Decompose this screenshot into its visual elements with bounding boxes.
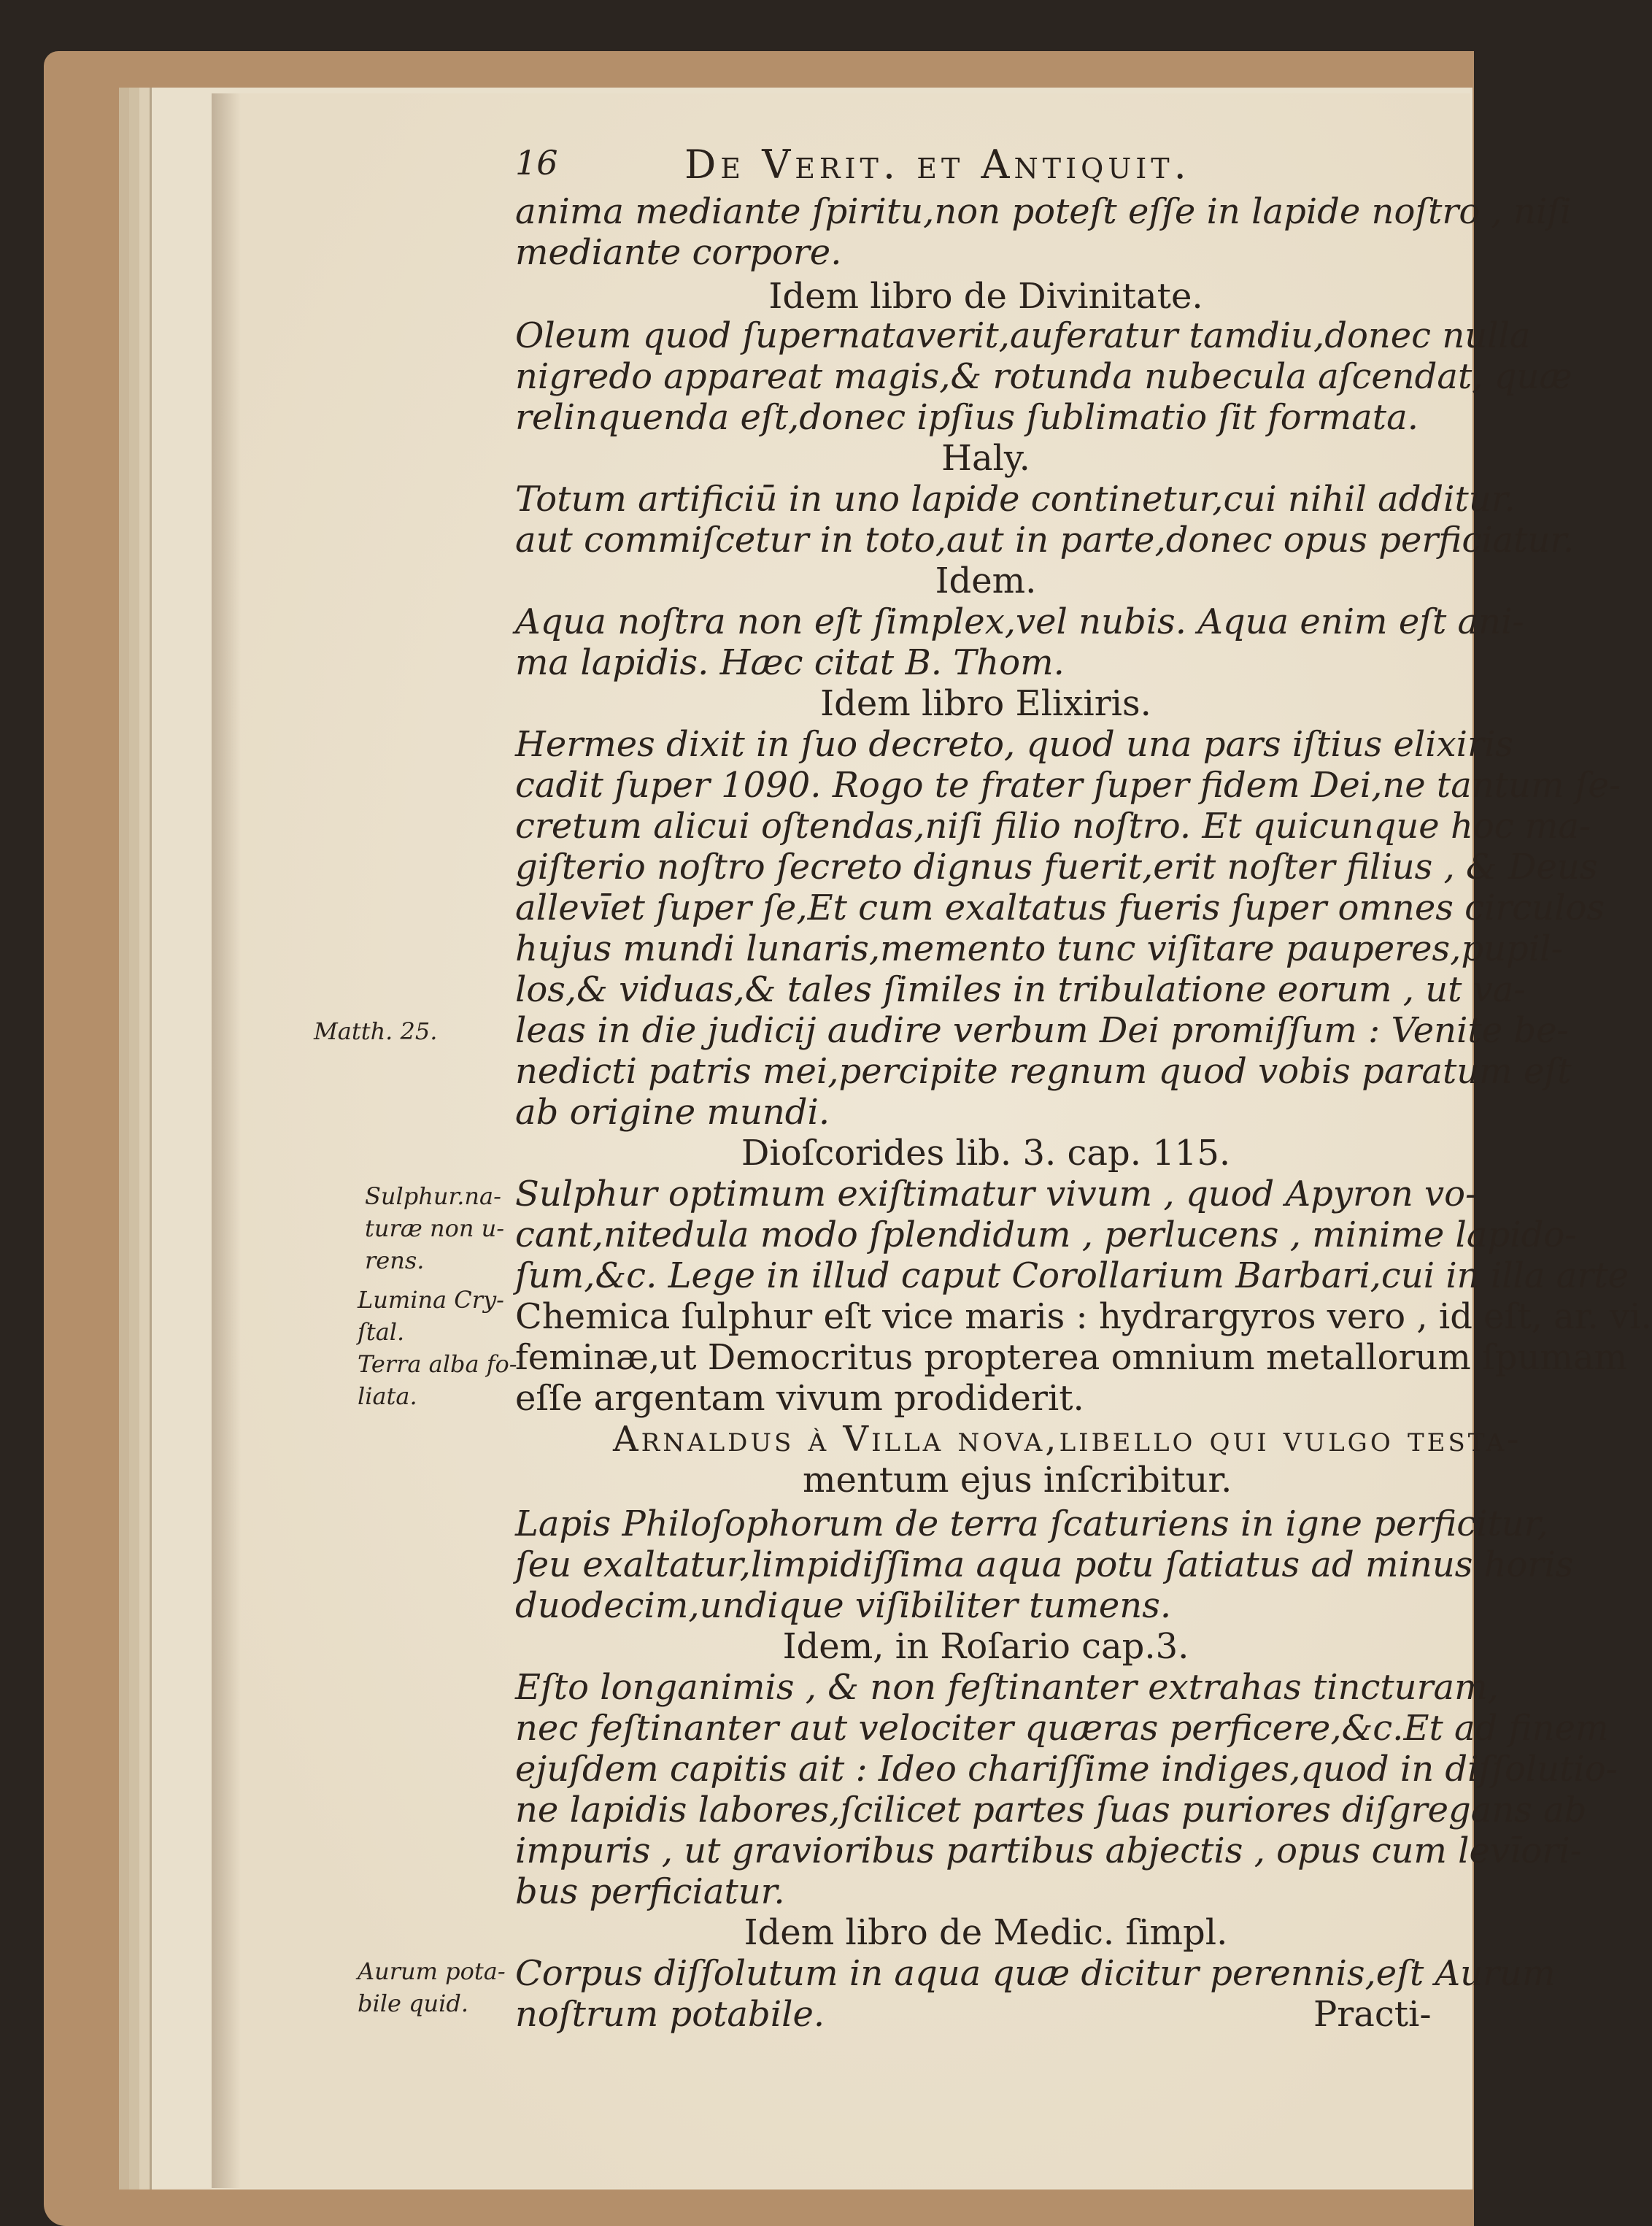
running-header [515,142,1191,188]
text-line: Lapis Philoſophorum de terra ſcaturiens in igne perficitur, [515,1503,1548,1544]
margin-note: bile quid. [358,1990,469,2017]
text-line: impuris , ut gravioribus partibus abjectis , opus cum levīori- [515,1830,1582,1871]
text-line: ejuſdem capitis ait : Ideo chariſſime indiges,quod in diſſolutio- [515,1749,1618,1790]
margin-note: rens. [365,1247,425,1274]
section-heading: Haly. [941,438,1030,479]
text-line: nec feſtinanter aut velociter quæras perficere,&c.Et ad finem [515,1708,1609,1749]
text-line: allevīet ſuper ſe,Et cum exaltatus fueris ſuper omnes circulos [515,887,1605,928]
margin-note: liata. [358,1382,417,1410]
text-line: hujus mundi lunaris,memento tunc viſitare pauperes,pupil- [515,928,1563,969]
text-line: Corpus diſſolutum in aqua quæ dicitur perennis,eſt Aurum [515,1953,1556,1994]
text-line: noſtrum potabile. [515,1994,825,2035]
margin-note: turæ non u- [365,1214,505,1242]
text-line: los,& viduas,& tales ſimiles in tribulatione eorum , ut va- [515,969,1526,1010]
margin-note: Lumina Cry- [358,1286,504,1314]
section-heading: Idem libro de Divinitate. [768,276,1203,317]
margin-note: Matth. 25. [314,1017,438,1045]
text-line: duodecim,undique viſibiliter tumens. [515,1585,1172,1626]
margin-note: Sulphur.na- [365,1182,501,1210]
text-line: Totum artificiū in uno lapide continetur,cui nihil additur. [515,479,1516,520]
margin-note: ſtal. [358,1318,405,1346]
text-line: feminæ,ut Democritus propterea omnium metallorum ſpumam [515,1337,1628,1378]
text-line: Eſto longanimis , & non feſtinanter extrahas tincturam, [515,1667,1499,1708]
text-line: cadit ſuper 1090. Rogo te frater ſuper fidem Dei,ne tantum ſe- [515,765,1621,806]
margin-note: Terra alba fo- [358,1350,517,1378]
text-line: Sulphur optimum exiſtimatur vivum , quod Apyron vo- [515,1174,1478,1214]
running-title: De Verit. et Antiquit. [684,142,1191,188]
catchword: Practi- [1313,1994,1432,2035]
text-line: relinquenda eſt,donec ipſius ſublimatio ſit formata. [515,397,1419,438]
text-line: cant,nitedula modo ſplendidum , perlucens , minime lapido- [515,1214,1577,1255]
text-line: Hermes dixit in ſuo decreto, quod una pars iſtius elixiris [515,724,1513,765]
text-line: ſum,&c. Lege in illud caput Corollarium Barbari,cui in illa arte [515,1255,1629,1296]
text-line: ſeu exaltatur,limpidiſſima aqua potu ſatiatus ad minus horis [515,1544,1574,1585]
text-line: Aqua noſtra non eſt ſimplex,vel nubis. Aqua enim eſt ani- [515,601,1524,642]
section-heading: mentum ejus inſcribitur. [803,1460,1232,1501]
text-line: ab origine mundi. [515,1092,830,1133]
section-heading: Idem libro Elixiris. [820,683,1151,724]
text-line: aut commiſcetur in toto,aut in parte,donec opus perficiatur. [515,520,1575,561]
section-heading: Arnaldus à Villa nova,libello qui vulgo teſta- [613,1419,1522,1460]
text-line: giſterio noſtro ſecreto dignus fuerit,erit noſter filius , & Deus [515,847,1598,887]
text-line: leas in die judicij audire verbum Dei promiſſum : Venite be- [515,1010,1569,1051]
text-line: eſſe argentam vivum prodiderit. [515,1378,1084,1419]
section-heading: Idem libro de Medic. ſimpl. [744,1912,1228,1953]
section-heading: Dioſcorides lib. 3. cap. 115. [741,1133,1231,1174]
text-line: mediante corpore. [515,232,842,273]
text-line: Oleum quod ſupernataverit,auferatur tamdiu,donec nulla [515,315,1531,356]
text-line: anima mediante ſpiritu,non poteſt eſſe in lapide noſtro , niſi [515,191,1572,232]
margin-note: Aurum pota- [358,1957,506,1985]
section-heading: Idem. [935,561,1037,601]
text-line: bus perficiatur. [515,1871,785,1912]
text-line: ne lapidis labores,ſcilicet partes ſuas puriores diſgregans ab [515,1790,1587,1830]
text-line: Chemica ſulphur eſt vice maris : hydrargyros vero , id eſt, ar. vi. [515,1296,1652,1337]
page-number: 16 [515,143,558,182]
section-heading: Idem, in Roſario cap.3. [782,1626,1189,1667]
text-line: cretum alicui oſtendas,niſi filio noſtro. Et quicunque hoc ma- [515,806,1591,847]
text-line: nedicti patris mei,percipite regnum quod vobis paratum eſt [515,1051,1572,1092]
text-line: ma lapidis. Hæc citat B. Thom. [515,642,1065,683]
text-line: nigredo appareat magis,& rotunda nubecula aſcendat, quæ [515,356,1572,397]
